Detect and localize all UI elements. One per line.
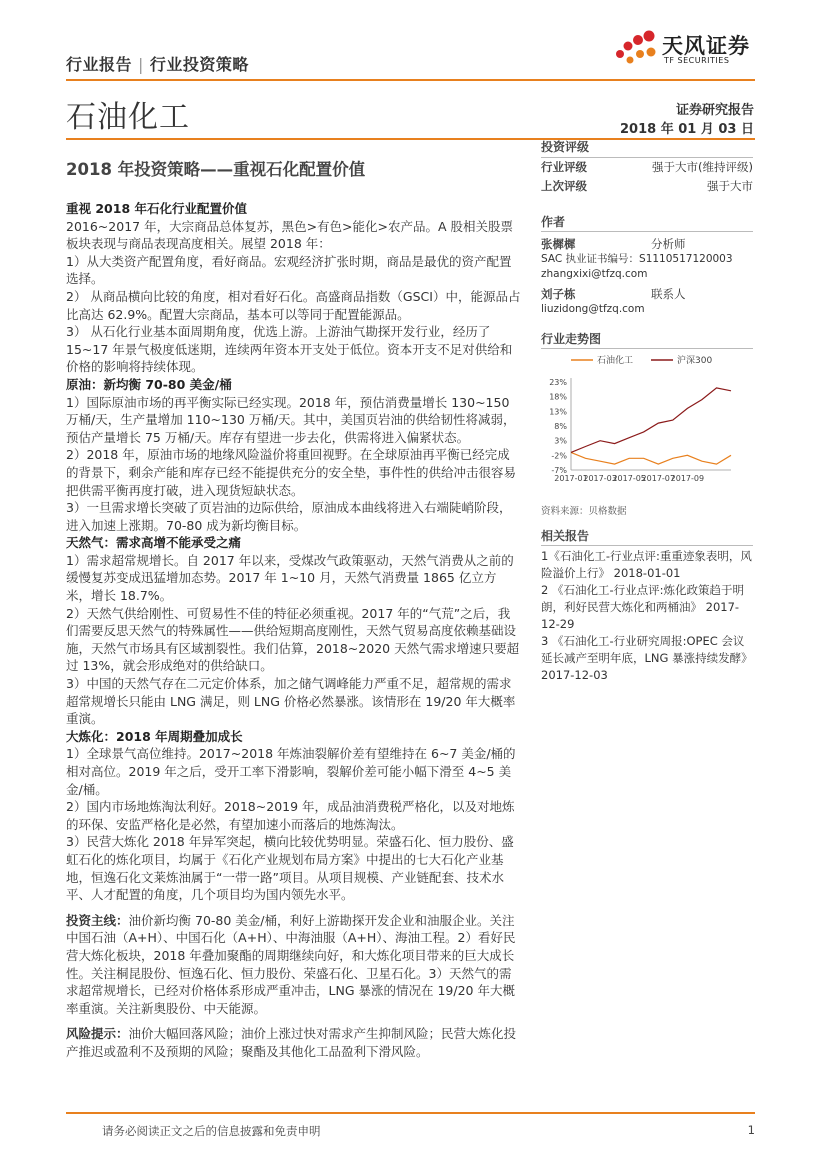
- y-tick-label: 18%: [549, 392, 567, 402]
- report-type: 证券研究报告: [675, 103, 754, 118]
- report-date: 2018 年 01 月 03 日: [620, 122, 754, 137]
- trend-title: 行业走势图: [541, 332, 602, 346]
- y-tick-label: 23%: [549, 378, 567, 387]
- related-report-link[interactable]: 3 《石油化工-行业研究周报:OPEC 会议延长减产至明年底，LNG 暴涨持续发酵》 2017-12-03: [541, 634, 753, 682]
- author-title: 作者: [541, 215, 566, 229]
- y-tick-label: 13%: [549, 407, 567, 417]
- category-separator: |: [138, 55, 144, 74]
- y-tick-label: 8%: [554, 422, 567, 431]
- category-label: 行业报告: [66, 55, 133, 74]
- body-paragraph: 1）从大类资产配置角度，看好商品。宏观经济扩张时期，商品是最优的资产配置选择。: [66, 253, 512, 287]
- report-category: [66, 52, 249, 75]
- body-paragraph: 3） 从石化行业基本面周期角度，优选上游。上游油气勘探开发行业，经历了 15~17 年景气极度低迷期，连续两年资本开支处于低位。资本开支不足对供给和价格的影响将持续体现。: [66, 324, 513, 375]
- related-report-link[interactable]: 2 《石油化工-行业点评:炼化政策趋于明朗，利好民营大炼化和两桶油》 2017-12-29: [541, 583, 744, 631]
- author-row: [541, 286, 753, 302]
- author-row: [541, 236, 753, 252]
- paragraph-gap: [66, 904, 521, 912]
- y-tick-label: -7%: [551, 466, 567, 475]
- lead-label: 投资主线：: [66, 912, 129, 928]
- subcategory-label: 行业投资策略: [149, 55, 249, 74]
- header-rule: [66, 79, 755, 81]
- legend-label: 沪深300: [677, 356, 713, 366]
- chart-source: 资料来源：贝格数据: [541, 506, 627, 517]
- lead-text: 油价新均衡 70-80 美金/桶，利好上游勘探开发企业和油服企业。关注中国石油（A+H）、中国石化（A+H）、中海油服（A+H）、海油工程。2）看好民营大炼化板块，2018 年叠加聚酯的周期继续向好，和大炼化项目带来的巨大成长性。关注桐昆股份、恒逸石化、恒力股份、荣盛石化、卫星石化。3）天然气的需求超常规增长，已经对价格体系形成严重冲击，LNG 暴涨的情况在 19/20 年大概率重演。关注新奥股份、中天能源。: [66, 912, 516, 1016]
- trend-chart: [541, 352, 753, 502]
- body-paragraph: 3）民营大炼化 2018 年异军突起，横向比较优势明显。荣盛石化、恒力股份、盛虹石化的炼化项目，均属于《石化产业规划布局方案》中提出的七大石化产业基地，恒逸石化文莱炼油属于“一带一路”项目。从项目规模、产业链配套、技术水平、人才配置的角度，几个项目均为国内领先水平。: [66, 834, 514, 903]
- author-name: 张樨樨: [541, 237, 576, 251]
- rating-row: [541, 158, 753, 177]
- rating-value: 强于大市: [707, 179, 753, 193]
- author-section: [541, 213, 753, 317]
- section-heading: 重视 2018 年石化行业配置价值: [66, 201, 247, 216]
- rating-section: [541, 138, 753, 196]
- legend-label: 石油化工: [597, 356, 634, 366]
- series-line-petrochem: [571, 452, 731, 464]
- body-paragraph: 1）国际原油市场的再平衡实际已经实现。2018 年，预估消费量增长 130~150 万桶/天，生产量增加 110~130 万桶/天。其中，美国页岩油的供给韧性将减弱，预估产量增长 75 万桶/天。库存有望进一步去化，供需将进入偏紧状态。: [66, 394, 516, 445]
- brand-logo-icon: [612, 24, 658, 70]
- footer-disclaimer: 请务必阅读正文之后的信息披露和免责申明: [102, 1124, 321, 1138]
- section-heading: 大炼化：2018 年周期叠加成长: [66, 728, 243, 744]
- x-tick-label: 2017-01: [554, 474, 588, 483]
- lead-label: 风险提示：: [66, 1026, 129, 1042]
- report-title: 2018 年投资策略——重视石化配置价值: [66, 160, 366, 179]
- footer-rule: [66, 1112, 755, 1114]
- body-paragraph: 1）全球景气高位维持。2017~2018 年炼油裂解价差有望维持在 6~7 美金/桶的相对高位。2019 年之后，受开工率下滑影响，裂解价差可能小幅下滑至 4~5 美金/桶。: [66, 746, 516, 797]
- rating-key: 上次评级: [541, 179, 587, 193]
- author-role: 联系人: [651, 287, 686, 301]
- lead-paragraph: [66, 1025, 521, 1060]
- rating-key: 行业评级: [541, 160, 587, 174]
- trend-section: [541, 330, 753, 349]
- x-tick-label: 2017-03: [583, 474, 617, 483]
- body-paragraph: 2）2018 年，原油市场的地缘风险溢价将重回视野。在全球原油再平衡已经完成的背景下，剩余产能和库存已经不能提供充分的安全垫，事件性的供给冲击很容易把供需平衡再度打破，进入现货短缺状态。: [66, 447, 517, 498]
- rating-title: 投资评级: [541, 140, 590, 154]
- divider: [541, 231, 753, 232]
- y-tick-label: -2%: [551, 451, 567, 461]
- x-tick-label: 2017-07: [641, 474, 675, 483]
- related-title: 相关报告: [541, 529, 590, 543]
- body-paragraph: 3）一旦需求增长突破了页岩油的边际供给，原油成本曲线将进入右端陡峭阶段，进入加速上涨期。70-80 成为新均衡目标。: [66, 500, 512, 533]
- trend-chart-svg: [541, 352, 753, 502]
- series-line-hs300: [571, 388, 731, 453]
- section-heading: 天然气：需求高增不能承受之痛: [66, 535, 242, 551]
- x-tick-label: 2017-09: [670, 474, 705, 483]
- lead-paragraph: [66, 912, 521, 1018]
- author-email: liuzidong@tfzq.com: [541, 303, 645, 315]
- paragraph-gap: [66, 1017, 521, 1025]
- body-paragraph: 3）中国的天然气存在二元定价体系，加之储气调峰能力严重不足，超常规的需求超常规增长只能由 LNG 满足，则 LNG 价格必然暴涨。该情形在 19/20 年大概率重演。: [66, 676, 516, 727]
- lead-text: 油价大幅回落风险；油价上涨过快对需求产生抑制风险；民营大炼化投产推迟或盈利不及预期的风险；聚酯及其他化工品盈利下滑风险。: [66, 1026, 517, 1059]
- section-heading: 原油：新均衡 70-80 美金/桶: [66, 376, 232, 392]
- rating-value: 强于大市(维持评级): [652, 160, 753, 174]
- x-tick-label: 2017-05: [612, 474, 646, 483]
- author-name: 刘子栋: [541, 287, 576, 301]
- author-cert: SAC 执业证书编号：S1110517120003: [541, 253, 733, 265]
- author-role: 分析师: [651, 237, 686, 251]
- brand-logo: [612, 22, 772, 72]
- sector-title: 石油化工: [66, 100, 190, 135]
- author-email: zhangxixi@tfzq.com: [541, 268, 648, 280]
- body-paragraph: 1）需求超常规增长。自 2017 年以来，受煤改气政策驱动，天然气消费从之前的缓慢复苏变成迅猛增加态势。2017 年 1~10 月，天然气消费量 1865 亿立方米，增长 18.7%。: [66, 552, 514, 604]
- body-paragraph: 2） 从商品横向比较的角度，相对看好石化。高盛商品指数（GSCI）中，能源品占比高达 62.9%。配置大宗商品，基本可以等同于配置能源品。: [66, 288, 521, 322]
- body-paragraph: 2）天然气供给刚性、可贸易性不佳的特征必须重视。2017 年的“气荒”之后，我们需要反思天然气的特殊属性——供给短期高度刚性，天然气贸易高度依赖基础设施，天然气市场具有区域割裂性。我们估算，2018~2020 天然气需求增速只要超过 13%，就会形成绝对的供给缺口。: [66, 605, 520, 674]
- y-tick-label: 3%: [554, 436, 567, 446]
- page-number: 1: [747, 1123, 755, 1137]
- body-paragraph: 2）国内市场地炼淘汰利好。2018~2019 年，成品油消费税严格化，以及对地炼的环保、安监严格化是必然，有望加速小而落后的地炼淘汰。: [66, 799, 515, 832]
- related-section: [541, 527, 753, 684]
- brand-name: 天风证券: [662, 34, 750, 58]
- divider: [541, 348, 753, 349]
- rating-row: [541, 177, 753, 196]
- body-paragraph: 2016~2017 年，大宗商品总体复苏，黑色>有色>能化>农产品。A 股相关股票板块表现与商品表现高度相关。展望 2018 年：: [66, 218, 514, 252]
- brand-name-en: TF SECURITIES: [664, 56, 730, 65]
- main-body: [66, 200, 521, 1061]
- related-report-link[interactable]: 1《石油化工-行业点评:重重迹象表明，风险溢价上行》 2018-01-01: [541, 549, 752, 580]
- divider: [541, 545, 753, 546]
